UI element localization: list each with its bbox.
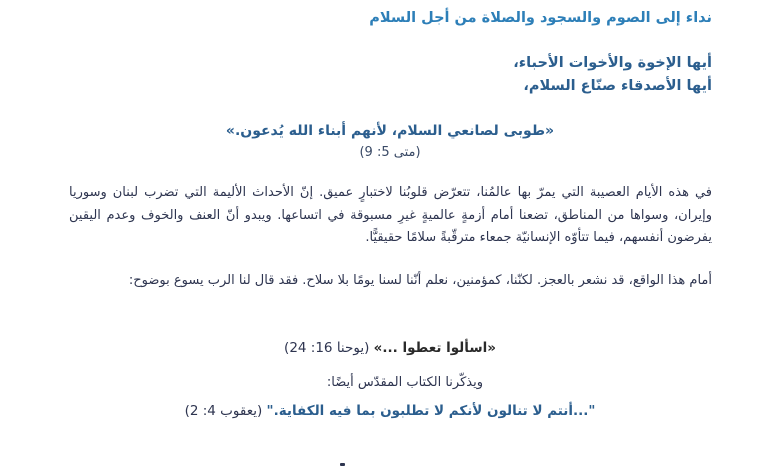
james-quote-text: "...أنتم لا تنالون لأنكم لا تطلبون بما فيه الكفاية." xyxy=(266,403,596,419)
ask-quote-reference: (يوحنا 16: 24) xyxy=(284,340,370,356)
page-mark xyxy=(340,463,345,466)
greeting-line-1: أيها الإخوة والأخوات الأحباء، xyxy=(513,55,712,71)
beatitude-quote: «طوبى لصانعي السلام، لأنهم أبناء الله يُدعون.» xyxy=(225,123,555,139)
greeting-line-2: أيها الأصدقاء صنّاع السلام، xyxy=(523,78,712,94)
scripture-intro: ويذكّرنا الكتاب المقدّس أيضًا: xyxy=(326,375,483,390)
beatitude-reference: (متى 5: 9) xyxy=(359,145,421,160)
body-paragraph-1: في هذه الأيام العصيبة التي يمرّ بها عالمُنا، تتعرّض قلوبُنا لاختبارٍ عميق. إنّ الأحداث الأليمة التي تضرب لبنان وسوريا وإيران، وسواها من المناطق، تضعنا أمام أزمةٍ عالميةٍ غيرِ مسبوقة في اتساعها. ويبدو أنّ العنف والخوف وعدم اليقين يفرضون أنفسهم، فيما تتأوّه الإنسانيّة جمعاء مترقّبةً سلامًا حقيقيًّا. xyxy=(69,185,712,245)
james-quote-reference: (يعقوب 4: 2) xyxy=(184,403,263,419)
ask-quote-text: «اسألوا تعطوا ...» xyxy=(373,340,496,356)
james-quote xyxy=(0,403,780,419)
ask-quote xyxy=(0,340,780,356)
page-title: نداء إلى الصوم والسجود والصلاة من أجل السلام xyxy=(369,10,712,26)
body-paragraph-2: أمام هذا الواقع، قد نشعر بالعجز. لكنّنا، كمؤمنين، نعلم أنّنا لسنا يومًا بلا سلاح. فقد قال لنا الرب يسوع بوضوح: xyxy=(128,273,712,288)
